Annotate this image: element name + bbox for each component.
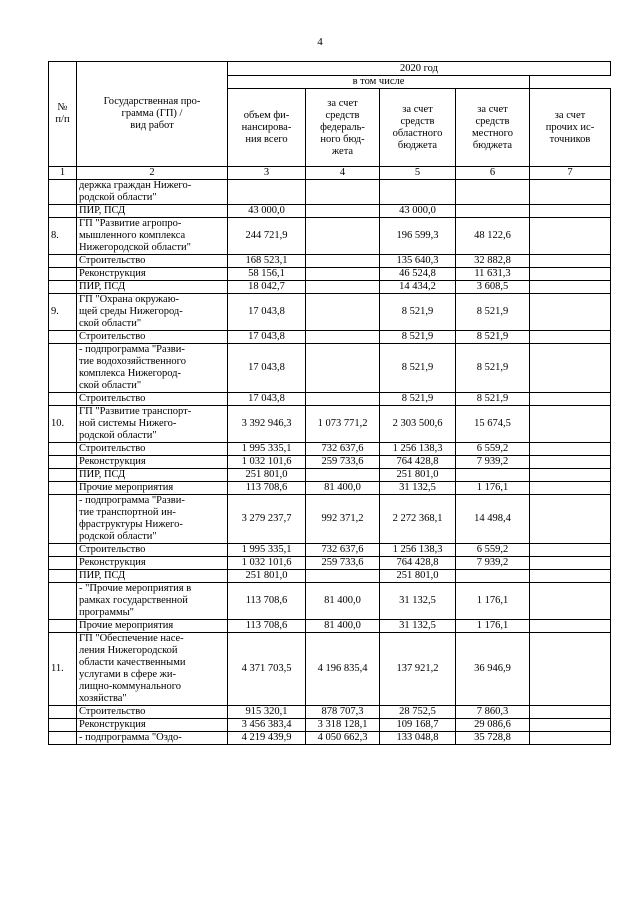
cell-total: 1 995 335,1 <box>228 443 306 456</box>
cell-total: 4 219 439,9 <box>228 732 306 745</box>
row-name: - подпрограмма "Разви- тие транспортной ин- фраструктуры Нижего- родской области" <box>77 495 228 544</box>
cell-other <box>530 583 611 620</box>
cell-total: 43 000,0 <box>228 205 306 218</box>
row-name: ГП "Охрана окружаю- щей среды Нижегород- ской области" <box>77 294 228 331</box>
table-row <box>49 218 611 255</box>
row-number <box>49 570 77 583</box>
cell-regional: 8 521,9 <box>380 344 456 393</box>
cell-total: 251 801,0 <box>228 469 306 482</box>
header-including: в том числе <box>228 76 530 89</box>
cell-other <box>530 294 611 331</box>
cell-total: 4 371 703,5 <box>228 633 306 706</box>
cell-total: 915 320,1 <box>228 706 306 719</box>
cell-local: 7 860,3 <box>456 706 530 719</box>
cell-regional: 109 168,7 <box>380 719 456 732</box>
cell-local: 32 882,8 <box>456 255 530 268</box>
header-year: 2020 год <box>228 62 611 76</box>
table-row <box>49 255 611 268</box>
row-number <box>49 255 77 268</box>
cell-local: 15 674,5 <box>456 406 530 443</box>
cell-total: 3 279 237,7 <box>228 495 306 544</box>
cell-local: 35 728,8 <box>456 732 530 745</box>
table-row <box>49 570 611 583</box>
cell-regional: 8 521,9 <box>380 294 456 331</box>
cell-federal <box>306 344 380 393</box>
cell-regional: 28 752,5 <box>380 706 456 719</box>
cell-total: 1 032 101,6 <box>228 557 306 570</box>
row-name: ПИР, ПСД <box>77 469 228 482</box>
cell-other <box>530 268 611 281</box>
cell-regional: 8 521,9 <box>380 393 456 406</box>
cell-regional: 46 524,8 <box>380 268 456 281</box>
cell-other <box>530 443 611 456</box>
cell-other <box>530 406 611 443</box>
row-name: ГП "Развитие транспорт- ной системы Нижего- родской области" <box>77 406 228 443</box>
cell-total <box>228 180 306 205</box>
cell-total: 1 032 101,6 <box>228 456 306 469</box>
cell-local: 8 521,9 <box>456 344 530 393</box>
cell-regional: 43 000,0 <box>380 205 456 218</box>
cell-other <box>530 482 611 495</box>
column-index: 7 <box>530 167 611 180</box>
cell-other <box>530 620 611 633</box>
cell-federal: 1 073 771,2 <box>306 406 380 443</box>
cell-federal: 4 050 662,3 <box>306 732 380 745</box>
cell-other <box>530 344 611 393</box>
row-name: Прочие мероприятия <box>77 482 228 495</box>
cell-other <box>530 570 611 583</box>
cell-local: 1 176,1 <box>456 583 530 620</box>
row-number <box>49 469 77 482</box>
table-row <box>49 583 611 620</box>
cell-local: 8 521,9 <box>456 393 530 406</box>
cell-regional: 31 132,5 <box>380 620 456 633</box>
cell-federal <box>306 268 380 281</box>
cell-local <box>456 469 530 482</box>
cell-total: 113 708,6 <box>228 482 306 495</box>
row-number <box>49 344 77 393</box>
cell-federal <box>306 255 380 268</box>
cell-federal: 992 371,2 <box>306 495 380 544</box>
row-name: Строительство <box>77 544 228 557</box>
cell-total: 1 995 335,1 <box>228 544 306 557</box>
table-row <box>49 706 611 719</box>
cell-federal <box>306 393 380 406</box>
cell-local <box>456 180 530 205</box>
row-number <box>49 557 77 570</box>
cell-total: 58 156,1 <box>228 268 306 281</box>
cell-local <box>456 205 530 218</box>
cell-total: 17 043,8 <box>228 331 306 344</box>
cell-local: 6 559,2 <box>456 544 530 557</box>
table-row <box>49 393 611 406</box>
cell-regional: 1 256 138,3 <box>380 544 456 557</box>
column-index: 6 <box>456 167 530 180</box>
row-number <box>49 583 77 620</box>
cell-total: 113 708,6 <box>228 620 306 633</box>
header-program-name: Государственная про- грамма (ГП) / вид работ <box>77 62 228 167</box>
row-number <box>49 205 77 218</box>
table-row <box>49 294 611 331</box>
table-row <box>49 620 611 633</box>
cell-other <box>530 218 611 255</box>
cell-other <box>530 281 611 294</box>
cell-federal: 3 318 128,1 <box>306 719 380 732</box>
row-name: Строительство <box>77 393 228 406</box>
cell-regional: 137 921,2 <box>380 633 456 706</box>
row-name: - "Прочие мероприятия в рамках государственной программы" <box>77 583 228 620</box>
cell-federal <box>306 205 380 218</box>
cell-other <box>530 469 611 482</box>
cell-total: 113 708,6 <box>228 583 306 620</box>
row-name: Реконструкция <box>77 557 228 570</box>
row-name: держка граждан Нижего- родской области" <box>77 180 228 205</box>
cell-other <box>530 205 611 218</box>
header-federal: за счет средств федераль- ного бюд- жета <box>306 89 380 167</box>
cell-local: 48 122,6 <box>456 218 530 255</box>
cell-federal <box>306 570 380 583</box>
cell-federal <box>306 469 380 482</box>
row-name: Прочие мероприятия <box>77 620 228 633</box>
table-row <box>49 406 611 443</box>
table-row <box>49 544 611 557</box>
cell-regional: 251 801,0 <box>380 570 456 583</box>
row-name: - подпрограмма "Оздо- <box>77 732 228 745</box>
cell-federal: 81 400,0 <box>306 482 380 495</box>
cell-regional: 135 640,3 <box>380 255 456 268</box>
cell-other <box>530 719 611 732</box>
table-row <box>49 495 611 544</box>
table-body <box>49 180 611 745</box>
table-row <box>49 344 611 393</box>
cell-federal: 732 637,6 <box>306 443 380 456</box>
cell-other <box>530 495 611 544</box>
cell-regional: 31 132,5 <box>380 583 456 620</box>
header-regional: за счет средств областного бюджета <box>380 89 456 167</box>
cell-regional: 2 272 368,1 <box>380 495 456 544</box>
row-name: Строительство <box>77 255 228 268</box>
table-row <box>49 557 611 570</box>
row-number <box>49 180 77 205</box>
row-number <box>49 281 77 294</box>
cell-total: 3 392 946,3 <box>228 406 306 443</box>
row-name: ГП "Развитие агропро- мышленного комплекса Нижегородской области" <box>77 218 228 255</box>
cell-federal <box>306 294 380 331</box>
cell-other <box>530 633 611 706</box>
row-number <box>49 443 77 456</box>
cell-total: 3 456 383,4 <box>228 719 306 732</box>
page-number: 4 <box>317 36 323 48</box>
cell-federal: 259 733,6 <box>306 456 380 469</box>
cell-federal: 81 400,0 <box>306 583 380 620</box>
cell-total: 17 043,8 <box>228 294 306 331</box>
table-row <box>49 268 611 281</box>
row-name: Реконструкция <box>77 268 228 281</box>
cell-other <box>530 557 611 570</box>
cell-regional: 1 256 138,3 <box>380 443 456 456</box>
table-row <box>49 732 611 745</box>
column-index: 1 <box>49 167 77 180</box>
cell-local: 14 498,4 <box>456 495 530 544</box>
table-row <box>49 331 611 344</box>
cell-local: 8 521,9 <box>456 331 530 344</box>
cell-regional: 251 801,0 <box>380 469 456 482</box>
table-row <box>49 443 611 456</box>
cell-other <box>530 255 611 268</box>
row-number: 9. <box>49 294 77 331</box>
cell-regional: 31 132,5 <box>380 482 456 495</box>
cell-other <box>530 456 611 469</box>
cell-federal: 732 637,6 <box>306 544 380 557</box>
table-row <box>49 205 611 218</box>
row-number <box>49 544 77 557</box>
cell-local: 8 521,9 <box>456 294 530 331</box>
table-row <box>49 281 611 294</box>
column-index: 5 <box>380 167 456 180</box>
row-number <box>49 456 77 469</box>
cell-regional: 764 428,8 <box>380 557 456 570</box>
table-row <box>49 180 611 205</box>
cell-regional: 764 428,8 <box>380 456 456 469</box>
row-number <box>49 706 77 719</box>
cell-regional: 133 048,8 <box>380 732 456 745</box>
cell-other <box>530 331 611 344</box>
financing-table <box>48 61 611 745</box>
cell-total: 18 042,7 <box>228 281 306 294</box>
column-index: 3 <box>228 167 306 180</box>
cell-local: 36 946,9 <box>456 633 530 706</box>
row-name: ПИР, ПСД <box>77 570 228 583</box>
row-name: Реконструкция <box>77 719 228 732</box>
row-name: Строительство <box>77 443 228 456</box>
row-number: 8. <box>49 218 77 255</box>
cell-total: 168 523,1 <box>228 255 306 268</box>
table-row <box>49 469 611 482</box>
cell-local: 7 939,2 <box>456 557 530 570</box>
row-number <box>49 719 77 732</box>
row-name: ПИР, ПСД <box>77 205 228 218</box>
cell-total: 251 801,0 <box>228 570 306 583</box>
row-number: 10. <box>49 406 77 443</box>
row-name: ПИР, ПСД <box>77 281 228 294</box>
cell-regional: 2 303 500,6 <box>380 406 456 443</box>
cell-regional: 14 434,2 <box>380 281 456 294</box>
cell-federal <box>306 218 380 255</box>
row-name: Строительство <box>77 706 228 719</box>
cell-local <box>456 570 530 583</box>
row-number <box>49 620 77 633</box>
row-name: Строительство <box>77 331 228 344</box>
row-number <box>49 393 77 406</box>
table-row <box>49 482 611 495</box>
cell-regional <box>380 180 456 205</box>
row-number <box>49 482 77 495</box>
cell-local: 6 559,2 <box>456 443 530 456</box>
header-total: объем фи- нансирова- ния всего <box>228 89 306 167</box>
cell-federal <box>306 281 380 294</box>
cell-regional: 196 599,3 <box>380 218 456 255</box>
cell-other <box>530 706 611 719</box>
cell-other <box>530 180 611 205</box>
cell-federal: 81 400,0 <box>306 620 380 633</box>
row-number <box>49 268 77 281</box>
cell-federal: 4 196 835,4 <box>306 633 380 706</box>
column-index: 4 <box>306 167 380 180</box>
cell-regional: 8 521,9 <box>380 331 456 344</box>
cell-local: 3 608,5 <box>456 281 530 294</box>
cell-local: 11 631,3 <box>456 268 530 281</box>
row-name: Реконструкция <box>77 456 228 469</box>
cell-other <box>530 732 611 745</box>
cell-federal <box>306 331 380 344</box>
row-name: ГП "Обеспечение насе- ления Нижегородской области качественными услугами в сфере жи- лищно-коммунального хозяйства" <box>77 633 228 706</box>
header-other: за счет прочих ис- точников <box>530 89 611 167</box>
cell-other <box>530 544 611 557</box>
cell-local: 7 939,2 <box>456 456 530 469</box>
header-local: за счет средств местного бюджета <box>456 89 530 167</box>
row-number <box>49 732 77 745</box>
cell-federal: 259 733,6 <box>306 557 380 570</box>
row-number <box>49 331 77 344</box>
cell-federal <box>306 180 380 205</box>
cell-local: 1 176,1 <box>456 482 530 495</box>
header-num: № п/п <box>49 62 77 167</box>
column-index: 2 <box>77 167 228 180</box>
cell-total: 17 043,8 <box>228 393 306 406</box>
cell-local: 1 176,1 <box>456 620 530 633</box>
table-row <box>49 633 611 706</box>
column-index-row <box>49 167 611 180</box>
row-name: - подпрограмма "Разви- тие водохозяйственного комплекса Нижегород- ской области" <box>77 344 228 393</box>
cell-total: 17 043,8 <box>228 344 306 393</box>
cell-federal: 878 707,3 <box>306 706 380 719</box>
cell-local: 29 086,6 <box>456 719 530 732</box>
table-row <box>49 719 611 732</box>
row-number: 11. <box>49 633 77 706</box>
table-row <box>49 456 611 469</box>
row-number <box>49 495 77 544</box>
cell-total: 244 721,9 <box>228 218 306 255</box>
cell-other <box>530 393 611 406</box>
